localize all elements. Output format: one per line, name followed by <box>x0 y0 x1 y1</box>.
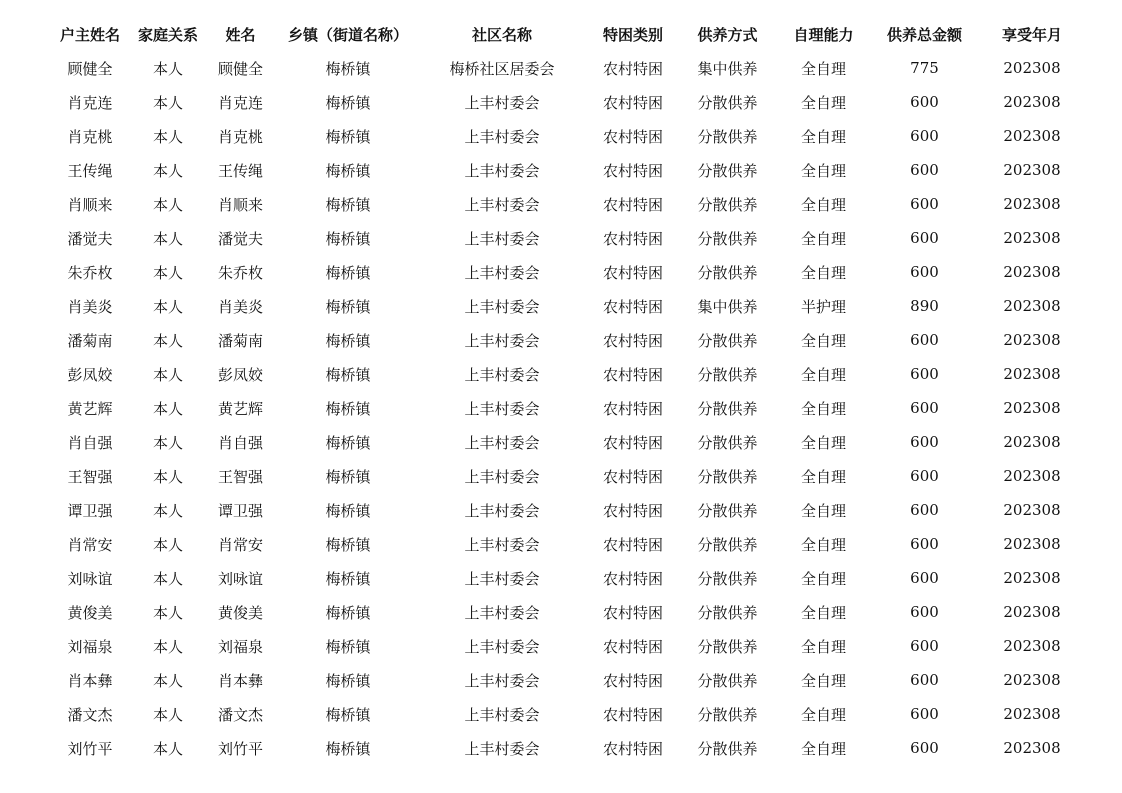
cell-township: 梅桥镇 <box>325 671 371 690</box>
cell-household-head-name: 肖本彝 <box>67 671 113 690</box>
table-row <box>47 459 1087 493</box>
cell-hardship-category: 农村特困 <box>602 127 663 146</box>
cell-name: 肖顺来 <box>217 195 263 214</box>
cell-self-care-ability: 半护理 <box>800 297 846 316</box>
cell-support-method: 分散供养 <box>697 501 758 520</box>
cell-support-method: 分散供养 <box>697 399 758 418</box>
cell-benefit-month: 202308 <box>1003 433 1061 451</box>
cell-township: 梅桥镇 <box>325 535 371 554</box>
cell-name: 肖本彝 <box>217 671 263 690</box>
cell-benefit-month: 202308 <box>1003 297 1061 315</box>
cell-benefit-month: 202308 <box>1003 93 1061 111</box>
cell-household-head-name: 朱乔枚 <box>67 263 113 282</box>
cell-community: 上丰村委会 <box>464 195 540 214</box>
cell-self-care-ability: 全自理 <box>800 331 846 350</box>
cell-community: 上丰村委会 <box>464 229 540 248</box>
cell-name: 潘文杰 <box>217 705 263 724</box>
cell-self-care-ability: 全自理 <box>800 93 846 112</box>
table-row <box>47 561 1087 595</box>
cell-township: 梅桥镇 <box>325 399 371 418</box>
cell-household-head-name: 黄艺辉 <box>67 399 113 418</box>
cell-self-care-ability: 全自理 <box>800 263 846 282</box>
cell-name: 朱乔枚 <box>217 263 263 282</box>
cell-township: 梅桥镇 <box>325 569 371 588</box>
cell-hardship-category: 农村特困 <box>602 195 663 214</box>
cell-household-head-name: 肖克连 <box>67 93 113 112</box>
document-page <box>47 17 1087 765</box>
cell-township: 梅桥镇 <box>325 705 371 724</box>
cell-support-method: 分散供养 <box>697 739 758 758</box>
cell-benefit-month: 202308 <box>1003 603 1061 621</box>
cell-self-care-ability: 全自理 <box>800 501 846 520</box>
cell-community: 上丰村委会 <box>464 93 540 112</box>
cell-name: 肖克桃 <box>217 127 263 146</box>
cell-household-head-name: 潘菊南 <box>67 331 113 350</box>
cell-community: 上丰村委会 <box>464 263 540 282</box>
cell-township: 梅桥镇 <box>325 195 371 214</box>
cell-community: 上丰村委会 <box>464 331 540 350</box>
cell-benefit-month: 202308 <box>1003 399 1061 417</box>
cell-hardship-category: 农村特困 <box>602 501 663 520</box>
cell-family-relation: 本人 <box>152 637 183 656</box>
cell-household-head-name: 潘文杰 <box>67 705 113 724</box>
cell-township: 梅桥镇 <box>325 637 371 656</box>
cell-benefit-month: 202308 <box>1003 637 1061 655</box>
cell-name: 刘咏谊 <box>217 569 263 588</box>
cell-support-amount: 600 <box>910 365 939 383</box>
cell-township: 梅桥镇 <box>325 467 371 486</box>
cell-name: 肖克连 <box>217 93 263 112</box>
cell-benefit-month: 202308 <box>1003 331 1061 349</box>
cell-hardship-category: 农村特困 <box>602 467 663 486</box>
cell-township: 梅桥镇 <box>325 161 371 180</box>
cell-community: 上丰村委会 <box>464 705 540 724</box>
cell-township: 梅桥镇 <box>325 433 371 452</box>
table-row <box>47 493 1087 527</box>
cell-support-amount: 600 <box>910 195 939 213</box>
cell-community: 上丰村委会 <box>464 671 540 690</box>
cell-township: 梅桥镇 <box>325 229 371 248</box>
cell-household-head-name: 彭凤姣 <box>67 365 113 384</box>
cell-family-relation: 本人 <box>152 671 183 690</box>
cell-benefit-month: 202308 <box>1003 229 1061 247</box>
cell-name: 黄艺辉 <box>217 399 263 418</box>
cell-household-head-name: 刘咏谊 <box>67 569 113 588</box>
table-row <box>47 697 1087 731</box>
cell-family-relation: 本人 <box>152 603 183 622</box>
cell-name: 刘福泉 <box>217 637 263 656</box>
cell-household-head-name: 肖自强 <box>67 433 113 452</box>
header-hardship-category: 特困类别 <box>602 25 663 44</box>
cell-support-method: 分散供养 <box>697 569 758 588</box>
cell-support-amount: 600 <box>910 399 939 417</box>
cell-family-relation: 本人 <box>152 229 183 248</box>
cell-support-amount: 890 <box>910 297 939 315</box>
cell-family-relation: 本人 <box>152 263 183 282</box>
cell-support-method: 集中供养 <box>697 59 758 78</box>
cell-household-head-name: 肖克桃 <box>67 127 113 146</box>
cell-support-amount: 600 <box>910 569 939 587</box>
cell-support-method: 分散供养 <box>697 127 758 146</box>
cell-community: 梅桥社区居委会 <box>449 59 555 78</box>
cell-name: 肖美炎 <box>217 297 263 316</box>
cell-community: 上丰村委会 <box>464 365 540 384</box>
cell-township: 梅桥镇 <box>325 365 371 384</box>
cell-self-care-ability: 全自理 <box>800 399 846 418</box>
cell-support-method: 分散供养 <box>697 705 758 724</box>
table-row <box>47 85 1087 119</box>
cell-support-method: 分散供养 <box>697 603 758 622</box>
cell-support-amount: 600 <box>910 263 939 281</box>
cell-name: 肖常安 <box>217 535 263 554</box>
cell-family-relation: 本人 <box>152 569 183 588</box>
cell-hardship-category: 农村特困 <box>602 739 663 758</box>
table-row <box>47 289 1087 323</box>
table-row <box>47 527 1087 561</box>
cell-name: 黄俊美 <box>217 603 263 622</box>
cell-township: 梅桥镇 <box>325 297 371 316</box>
cell-support-amount: 600 <box>910 433 939 451</box>
table-header-row <box>47 17 1087 51</box>
cell-family-relation: 本人 <box>152 331 183 350</box>
cell-support-amount: 600 <box>910 161 939 179</box>
cell-self-care-ability: 全自理 <box>800 637 846 656</box>
cell-support-method: 分散供养 <box>697 433 758 452</box>
cell-name: 潘觉夫 <box>217 229 263 248</box>
header-family-relation: 家庭关系 <box>137 25 198 44</box>
cell-hardship-category: 农村特困 <box>602 535 663 554</box>
cell-family-relation: 本人 <box>152 535 183 554</box>
cell-name: 肖自强 <box>217 433 263 452</box>
cell-household-head-name: 刘福泉 <box>67 637 113 656</box>
cell-hardship-category: 农村特困 <box>602 671 663 690</box>
table-row <box>47 119 1087 153</box>
cell-hardship-category: 农村特困 <box>602 569 663 588</box>
header-support-method: 供养方式 <box>697 25 758 44</box>
cell-township: 梅桥镇 <box>325 263 371 282</box>
cell-self-care-ability: 全自理 <box>800 365 846 384</box>
cell-community: 上丰村委会 <box>464 569 540 588</box>
cell-family-relation: 本人 <box>152 127 183 146</box>
cell-township: 梅桥镇 <box>325 93 371 112</box>
cell-support-amount: 600 <box>910 229 939 247</box>
cell-support-amount: 600 <box>910 671 939 689</box>
cell-benefit-month: 202308 <box>1003 127 1061 145</box>
cell-family-relation: 本人 <box>152 739 183 758</box>
cell-support-amount: 600 <box>910 739 939 757</box>
header-self-care-ability: 自理能力 <box>793 25 854 44</box>
cell-hardship-category: 农村特困 <box>602 603 663 622</box>
cell-benefit-month: 202308 <box>1003 263 1061 281</box>
cell-support-amount: 600 <box>910 535 939 553</box>
cell-name: 彭凤姣 <box>217 365 263 384</box>
table-row <box>47 391 1087 425</box>
header-benefit-month: 享受年月 <box>1001 25 1062 44</box>
table-row <box>47 595 1087 629</box>
cell-self-care-ability: 全自理 <box>800 467 846 486</box>
cell-name: 顾健全 <box>217 59 263 78</box>
cell-support-amount: 600 <box>910 93 939 111</box>
cell-self-care-ability: 全自理 <box>800 195 846 214</box>
table-body <box>47 51 1087 765</box>
cell-community: 上丰村委会 <box>464 467 540 486</box>
cell-community: 上丰村委会 <box>464 433 540 452</box>
cell-township: 梅桥镇 <box>325 59 371 78</box>
cell-community: 上丰村委会 <box>464 399 540 418</box>
cell-township: 梅桥镇 <box>325 501 371 520</box>
cell-household-head-name: 潘觉夫 <box>67 229 113 248</box>
cell-name: 谭卫强 <box>217 501 263 520</box>
cell-hardship-category: 农村特困 <box>602 93 663 112</box>
header-township: 乡镇（街道名称） <box>287 25 408 44</box>
cell-support-method: 分散供养 <box>697 331 758 350</box>
table-row <box>47 153 1087 187</box>
cell-community: 上丰村委会 <box>464 127 540 146</box>
cell-hardship-category: 农村特困 <box>602 59 663 78</box>
cell-household-head-name: 王传绳 <box>67 161 113 180</box>
cell-self-care-ability: 全自理 <box>800 59 846 78</box>
cell-household-head-name: 顾健全 <box>67 59 113 78</box>
cell-family-relation: 本人 <box>152 195 183 214</box>
cell-self-care-ability: 全自理 <box>800 161 846 180</box>
cell-family-relation: 本人 <box>152 365 183 384</box>
cell-hardship-category: 农村特困 <box>602 637 663 656</box>
table-row <box>47 629 1087 663</box>
cell-family-relation: 本人 <box>152 297 183 316</box>
cell-self-care-ability: 全自理 <box>800 127 846 146</box>
cell-name: 潘菊南 <box>217 331 263 350</box>
cell-support-amount: 600 <box>910 467 939 485</box>
cell-support-method: 分散供养 <box>697 467 758 486</box>
cell-hardship-category: 农村特困 <box>602 229 663 248</box>
cell-township: 梅桥镇 <box>325 603 371 622</box>
cell-benefit-month: 202308 <box>1003 59 1061 77</box>
cell-support-method: 分散供养 <box>697 195 758 214</box>
cell-benefit-month: 202308 <box>1003 671 1061 689</box>
cell-self-care-ability: 全自理 <box>800 705 846 724</box>
table-row <box>47 663 1087 697</box>
cell-community: 上丰村委会 <box>464 535 540 554</box>
cell-support-amount: 600 <box>910 705 939 723</box>
cell-benefit-month: 202308 <box>1003 467 1061 485</box>
cell-hardship-category: 农村特困 <box>602 399 663 418</box>
cell-support-amount: 600 <box>910 331 939 349</box>
cell-self-care-ability: 全自理 <box>800 739 846 758</box>
cell-family-relation: 本人 <box>152 399 183 418</box>
cell-household-head-name: 肖常安 <box>67 535 113 554</box>
cell-support-method: 分散供养 <box>697 263 758 282</box>
cell-benefit-month: 202308 <box>1003 739 1061 757</box>
cell-support-amount: 600 <box>910 501 939 519</box>
cell-support-method: 集中供养 <box>697 297 758 316</box>
cell-township: 梅桥镇 <box>325 331 371 350</box>
table-row <box>47 221 1087 255</box>
table-row <box>47 731 1087 765</box>
cell-community: 上丰村委会 <box>464 739 540 758</box>
cell-township: 梅桥镇 <box>325 127 371 146</box>
cell-family-relation: 本人 <box>152 433 183 452</box>
cell-self-care-ability: 全自理 <box>800 535 846 554</box>
header-community: 社区名称 <box>471 25 532 44</box>
table-row <box>47 357 1087 391</box>
cell-name: 王智强 <box>217 467 263 486</box>
cell-family-relation: 本人 <box>152 467 183 486</box>
cell-hardship-category: 农村特困 <box>602 297 663 316</box>
cell-hardship-category: 农村特困 <box>602 331 663 350</box>
cell-support-amount: 600 <box>910 603 939 621</box>
cell-hardship-category: 农村特困 <box>602 365 663 384</box>
cell-support-method: 分散供养 <box>697 229 758 248</box>
cell-household-head-name: 刘竹平 <box>67 739 113 758</box>
assistance-roster-table <box>47 17 1087 765</box>
cell-support-method: 分散供养 <box>697 161 758 180</box>
table-row <box>47 51 1087 85</box>
cell-household-head-name: 肖美炎 <box>67 297 113 316</box>
cell-household-head-name: 王智强 <box>67 467 113 486</box>
table-row <box>47 187 1087 221</box>
cell-support-amount: 600 <box>910 637 939 655</box>
cell-benefit-month: 202308 <box>1003 365 1061 383</box>
table-row <box>47 425 1087 459</box>
cell-support-method: 分散供养 <box>697 535 758 554</box>
cell-support-method: 分散供养 <box>697 637 758 656</box>
cell-community: 上丰村委会 <box>464 161 540 180</box>
cell-benefit-month: 202308 <box>1003 569 1061 587</box>
header-household-head-name: 户主姓名 <box>59 25 120 44</box>
cell-self-care-ability: 全自理 <box>800 433 846 452</box>
cell-community: 上丰村委会 <box>464 603 540 622</box>
table-row <box>47 255 1087 289</box>
cell-hardship-category: 农村特困 <box>602 433 663 452</box>
cell-self-care-ability: 全自理 <box>800 229 846 248</box>
cell-support-method: 分散供养 <box>697 671 758 690</box>
cell-benefit-month: 202308 <box>1003 501 1061 519</box>
cell-support-amount: 775 <box>910 59 939 77</box>
cell-family-relation: 本人 <box>152 501 183 520</box>
cell-support-method: 分散供养 <box>697 365 758 384</box>
cell-name: 刘竹平 <box>217 739 263 758</box>
cell-community: 上丰村委会 <box>464 297 540 316</box>
cell-household-head-name: 黄俊美 <box>67 603 113 622</box>
cell-family-relation: 本人 <box>152 161 183 180</box>
cell-support-amount: 600 <box>910 127 939 145</box>
header-name: 姓名 <box>225 25 256 44</box>
cell-community: 上丰村委会 <box>464 501 540 520</box>
cell-self-care-ability: 全自理 <box>800 569 846 588</box>
cell-family-relation: 本人 <box>152 705 183 724</box>
cell-township: 梅桥镇 <box>325 739 371 758</box>
cell-hardship-category: 农村特困 <box>602 161 663 180</box>
cell-self-care-ability: 全自理 <box>800 671 846 690</box>
cell-self-care-ability: 全自理 <box>800 603 846 622</box>
cell-family-relation: 本人 <box>152 59 183 78</box>
cell-name: 王传绳 <box>217 161 263 180</box>
cell-household-head-name: 肖顺来 <box>67 195 113 214</box>
cell-household-head-name: 谭卫强 <box>67 501 113 520</box>
table-row <box>47 323 1087 357</box>
cell-benefit-month: 202308 <box>1003 161 1061 179</box>
cell-benefit-month: 202308 <box>1003 195 1061 213</box>
cell-benefit-month: 202308 <box>1003 535 1061 553</box>
cell-benefit-month: 202308 <box>1003 705 1061 723</box>
cell-hardship-category: 农村特困 <box>602 263 663 282</box>
cell-family-relation: 本人 <box>152 93 183 112</box>
cell-hardship-category: 农村特困 <box>602 705 663 724</box>
cell-community: 上丰村委会 <box>464 637 540 656</box>
header-support-amount: 供养总金额 <box>886 25 962 44</box>
cell-support-method: 分散供养 <box>697 93 758 112</box>
